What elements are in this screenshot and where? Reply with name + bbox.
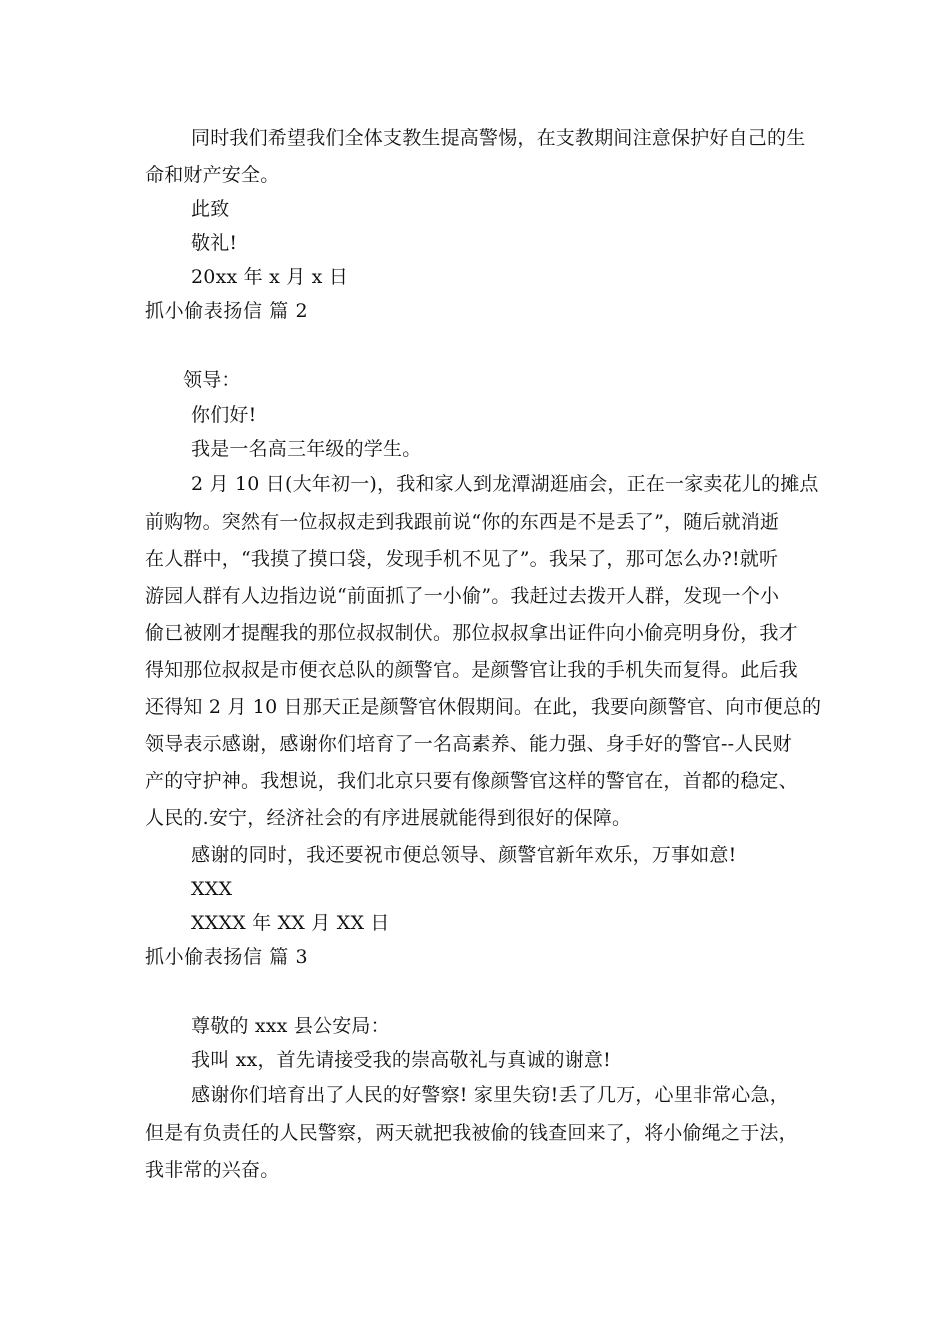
intro-line: 我是一名高三年级的学生。	[191, 438, 422, 460]
date-line: 20xx 年 x 月 x 日	[191, 266, 349, 288]
body-line: 我非常的兴奋。	[145, 1159, 280, 1181]
body-line: 前购物。突然有一位叔叔走到我跟前说“你的东西是不是丢了”，随后就消逝	[145, 511, 780, 533]
closing-line: 敬礼!	[191, 232, 238, 254]
date-line: XXXX 年 XX 月 XX 日	[191, 912, 390, 934]
body-line: 在人群中，“我摸了摸口袋，发现手机不见了”。我呆了，那可怎么办?!就听	[145, 548, 779, 570]
body-line: 感谢你们培育出了人民的好警察! 家里失窃!丢了几万，心里非常心急，	[191, 1084, 789, 1106]
body-line: 偷已被刚才提醒我的那位叔叔制伏。那位叔叔拿出证件向小偷亮明身份，我才	[145, 622, 798, 644]
greeting: 你们好!	[191, 404, 257, 426]
body-line: 但是有负责任的人民警察，两天就把我被偷的钱查回来了，将小偷绳之于法，	[145, 1122, 798, 1144]
body-line: 人民的.安宁，经济社会的有序进展就能得到很好的保障。	[145, 807, 632, 829]
paragraph-line: 同时我们希望我们全体支教生提高警惕，在支教期间注意保护好自己的生	[191, 127, 806, 149]
body-line: 还得知 2 月 10 日那天正是颜警官休假期间。在此，我要向颜警官、向市便总的	[145, 696, 822, 718]
body-line: 2 月 10 日(大年初一)，我和家人到龙潭湖逛庙会，正在一家卖花儿的摊点	[191, 473, 819, 495]
section-heading: 抓小偷表扬信 篇 3	[145, 946, 309, 968]
salutation: 尊敬的 xxx 县公安局：	[191, 1015, 390, 1037]
paragraph-line: 我叫 xx，首先请接受我的崇高敬礼与真诚的谢意!	[191, 1049, 611, 1071]
body-line: 得知那位叔叔是市便衣总队的颜警官。是颜警官让我的手机失而复得。此后我	[145, 659, 798, 681]
closing-line: 此致	[191, 198, 230, 220]
paragraph-line: 命和财产安全。	[145, 164, 280, 186]
body-line: 领导表示感谢，感谢你们培育了一名高素养、能力强、身手好的警官--人民财	[145, 733, 792, 755]
section-heading: 抓小偷表扬信 篇 2	[145, 300, 309, 322]
thanks-line: 感谢的同时，我还要祝市便总领导、颜警官新年欢乐，万事如意!	[191, 844, 737, 866]
salutation: 领导：	[183, 369, 241, 391]
body-line: 游园人群有人边指边说“前面抓了一小偷”。我赶过去拨开人群，发现一个小	[145, 585, 780, 607]
body-line: 产的守护神。我想说，我们北京只要有像颜警官这样的警官在，首都的稳定、	[145, 770, 798, 792]
signature: XXX	[191, 878, 233, 900]
